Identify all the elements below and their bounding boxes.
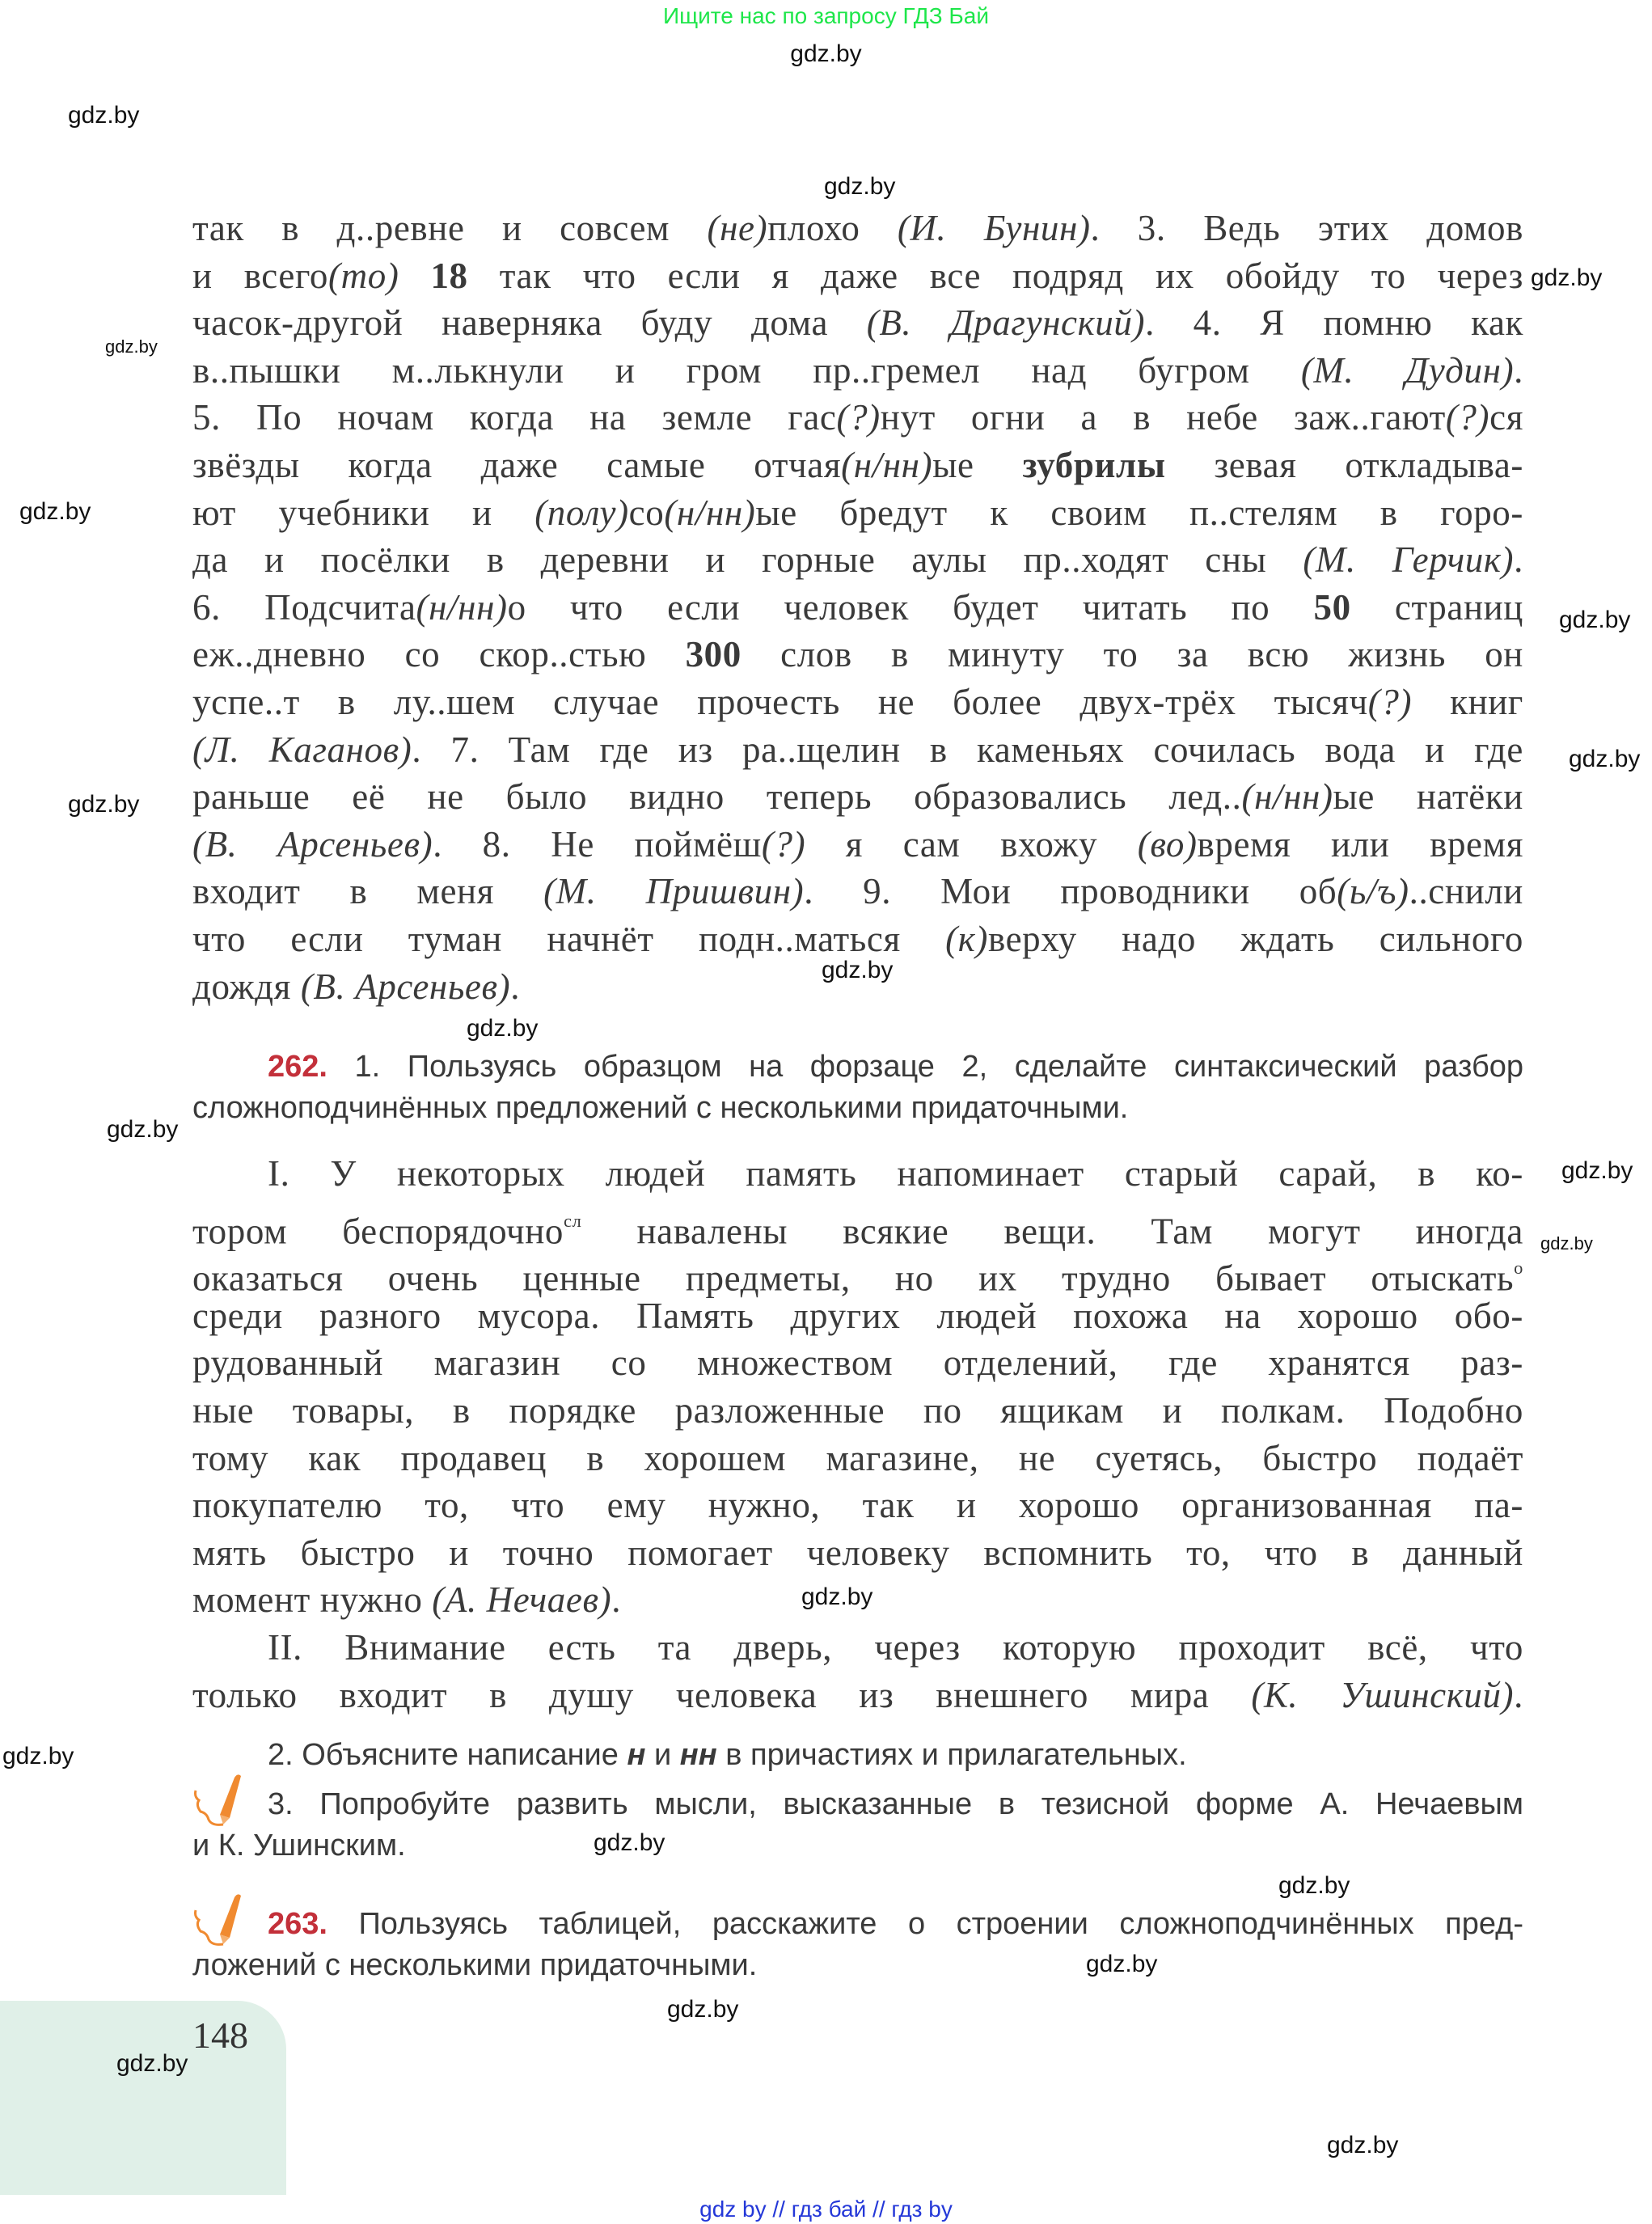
text-segment: (Л. Каганов) — [192, 729, 412, 770]
text-segment: (В. Драгунский) — [866, 302, 1146, 344]
text-line — [192, 1945, 1523, 1986]
watermark: gdz.by — [107, 1116, 179, 1143]
text-segment: ные товары, в порядке разложенные по ящикам и полкам. Подобно — [192, 1390, 1523, 1431]
text-segment: I. У некоторых людей память напоминает старый сарай, в ко- — [268, 1153, 1523, 1194]
text-segment: момент нужно — [192, 1579, 433, 1621]
text-segment: плохо — [767, 208, 898, 248]
text-segment: и всего — [192, 255, 329, 296]
watermark: gdz.by — [1559, 607, 1631, 633]
text-segment: 6. Подсчита — [192, 586, 416, 628]
watermark: gdz.by — [105, 336, 158, 357]
text-line — [192, 1482, 1523, 1529]
text-segment: еж..дневно со скор..стью — [192, 634, 686, 675]
text-segment: (М. Пришвин) — [543, 871, 805, 912]
text-segment: (В. Арсеньев) — [192, 823, 433, 865]
text-segment: сложноподчинённых предложений с несколькими придаточными. — [192, 1091, 1129, 1125]
text-line — [192, 1387, 1523, 1435]
text-segment: часок-другой наверняка буду дома — [192, 302, 867, 344]
text-line — [192, 1339, 1523, 1387]
text-segment: (н/нн) — [841, 445, 933, 485]
text-segment: . — [611, 1579, 622, 1621]
text-segment: раньше её не было видно теперь образовались лед.. — [192, 776, 1242, 818]
text-segment: 1. Пользуясь образцом на форзаце 2, сделайте синтаксический разбор — [327, 1050, 1523, 1084]
text-segment: н — [627, 1738, 646, 1772]
text-segment: (К. Ушинский) — [1251, 1674, 1515, 1715]
text-segment: мять быстро и точно помогает человеку вспомнить то, что в данный — [192, 1532, 1523, 1573]
watermark: gdz.by — [824, 173, 896, 200]
text-segment: (н/нн) — [1241, 776, 1333, 818]
watermark: gdz.by — [667, 1996, 739, 2023]
text-segment: я сам вхожу — [805, 823, 1138, 865]
text-segment: и — [645, 1738, 680, 1772]
text-segment: так в д..ревне и совсем — [192, 208, 708, 248]
text-segment: (не) — [707, 208, 768, 248]
site-watermark: gdz.by — [790, 40, 862, 67]
watermark: gdz.by — [19, 498, 91, 525]
text-segment: ые — [932, 445, 1023, 485]
watermark: gdz.by — [68, 102, 140, 129]
text-segment: рудованный магазин со множеством отделений, где хранятся раз- — [192, 1342, 1523, 1384]
text-line — [192, 584, 1523, 632]
text-segment: в..пышки м..лькнули и гром пр..гремел над бугром — [192, 349, 1301, 391]
text-segment: . 8. Не поймёш — [433, 823, 762, 865]
text-line — [192, 1825, 1523, 1867]
text-segment: слов в минуту то за всю жизнь он — [741, 634, 1523, 675]
page-number: 148 — [192, 2015, 248, 2056]
text-segment: о что если человек будет читать по — [507, 586, 1314, 628]
text-segment: . — [1514, 1674, 1524, 1715]
text-segment: тому как продавец в хорошем магазине, не суетясь, быстро подаёт — [192, 1437, 1523, 1478]
text-segment: дождя — [192, 966, 301, 1007]
text-segment: что если туман начнёт подн..маться — [192, 919, 946, 959]
text-segment: (И. Бунин) — [897, 208, 1091, 248]
text-segment: о — [1514, 1258, 1523, 1279]
text-segment: страниц — [1350, 586, 1523, 628]
text-segment: успе..т в лу..шем случае прочесть не более двух-трёх тысяч — [192, 682, 1368, 722]
text-line — [192, 1046, 1523, 1088]
promo-banner: Ищите нас по запросу ГДЗ Бай — [662, 3, 990, 28]
text-segment: время или время — [1197, 823, 1523, 865]
text-segment: 18 — [430, 255, 468, 296]
text-line — [192, 1672, 1523, 1719]
text-segment: со — [628, 492, 665, 533]
watermark: gdz.by — [594, 1829, 665, 1856]
text-segment: покупателю то, что ему нужно, так и хорошо организованная па- — [192, 1485, 1523, 1526]
text-segment — [399, 256, 430, 296]
text-line — [192, 205, 1523, 252]
text-segment: среди разного мусора. Память других людей похожа на хорошо обо- — [192, 1295, 1523, 1336]
watermark: gdz.by — [1569, 746, 1641, 772]
text-segment: навалены всякие вещи. Там могут иногда — [581, 1210, 1523, 1251]
text-line — [192, 1529, 1523, 1577]
text-segment: . — [1514, 539, 1523, 581]
text-line — [192, 1088, 1523, 1129]
text-segment: Пользуясь таблицей, расскажите о строении сложноподчинённых пред- — [327, 1907, 1523, 1941]
text-segment: ые бредут к своим п..стелям в горо- — [755, 492, 1523, 533]
text-segment: 50 — [1313, 586, 1351, 628]
text-line — [192, 347, 1523, 395]
text-line — [192, 915, 1523, 963]
text-line — [192, 489, 1523, 537]
text-line — [192, 679, 1523, 726]
pencil-icon — [188, 1892, 249, 1949]
text-segment: в причастиях и прилагательных. — [716, 1738, 1187, 1772]
text-line — [192, 1150, 1523, 1198]
text-segment: тором беспорядочно — [192, 1210, 564, 1251]
text-line — [192, 299, 1523, 347]
text-segment: 5. По ночам когда на земле гас — [192, 397, 837, 438]
text-segment: 3. Попробуйте развить мысли, высказанные в тезисной форме А. Нечаевым — [268, 1787, 1523, 1821]
text-line — [192, 394, 1523, 442]
text-segment: да и посёлки в деревни и горные аулы пр..ходят сны — [192, 539, 1303, 581]
text-segment: (?) — [761, 823, 806, 865]
text-segment: (?) — [836, 397, 881, 438]
watermark: gdz.by — [1278, 1872, 1350, 1899]
text-segment: (А. Нечаев) — [432, 1579, 612, 1621]
text-segment: 300 — [685, 634, 741, 675]
text-line — [192, 252, 1523, 300]
watermark: gdz.by — [801, 1583, 873, 1610]
text-segment: и К. Ушинским. — [192, 1829, 406, 1862]
text-segment: сл — [564, 1210, 582, 1231]
text-line — [192, 1292, 1523, 1340]
text-segment: книг — [1412, 682, 1523, 722]
watermark: gdz.by — [1540, 1233, 1593, 1254]
text-line — [192, 536, 1523, 584]
text-segment: верху надо ждать сильного — [988, 919, 1523, 959]
text-segment: (ь/ъ) — [1337, 871, 1409, 912]
watermark: gdz.by — [116, 2050, 188, 2077]
text-segment: нн — [679, 1738, 717, 1772]
text-segment: . — [1514, 349, 1524, 391]
text-segment: зубрилы — [1022, 445, 1166, 485]
text-segment: (?) — [1445, 397, 1490, 438]
exercise-number: 263. — [268, 1907, 327, 1941]
watermark: gdz.by — [1327, 2132, 1399, 2158]
text-line — [192, 1735, 1523, 1776]
text-segment: II. Внимание есть та дверь, через которую проходит всё, что — [268, 1627, 1523, 1668]
text-line — [192, 821, 1523, 869]
text-segment: (то) — [328, 255, 399, 296]
text-segment: нут огни а в небе заж..гают — [880, 397, 1446, 438]
text-segment: ые натёки — [1333, 776, 1523, 818]
text-line — [192, 631, 1523, 679]
watermark: gdz.by — [1086, 1951, 1158, 1977]
text-segment: (М. Дудин) — [1300, 349, 1515, 391]
text-segment: звёзды когда даже самые отчая — [192, 445, 842, 485]
watermark: gdz.by — [1531, 264, 1603, 291]
text-line — [192, 442, 1523, 489]
text-segment: ложений с несколькими придаточными. — [192, 1948, 758, 1982]
text-segment: (к) — [945, 919, 988, 959]
text-segment: . — [510, 966, 521, 1007]
text-segment: ют учебники и — [192, 492, 535, 533]
text-line — [192, 1784, 1523, 1825]
text-segment: (?) — [1367, 682, 1413, 722]
text-segment: только входит в душу человека из внешнего мира — [192, 1674, 1252, 1715]
text-segment: (В. Арсеньев) — [300, 966, 511, 1007]
text-line — [192, 726, 1523, 774]
text-segment: входит в меня — [192, 871, 544, 912]
text-segment: . 3. Ведь этих домов — [1090, 208, 1523, 248]
watermark: gdz.by — [1561, 1157, 1633, 1184]
text-segment: 2. Объясните написание — [268, 1738, 627, 1772]
text-segment: . 7. Там где из ра..щелин в каменьях сочилась вода и где — [412, 729, 1523, 770]
text-segment: . 9. Мои проводники об — [804, 871, 1337, 912]
text-line — [192, 1624, 1523, 1672]
pencil-icon — [188, 1773, 249, 1829]
watermark: gdz.by — [822, 957, 894, 983]
text-line — [192, 1435, 1523, 1482]
text-segment: . 4. Я помню как — [1145, 302, 1523, 344]
text-segment: (полу) — [534, 492, 629, 533]
text-line — [192, 773, 1523, 821]
text-line — [192, 868, 1523, 915]
watermark: gdz.by — [68, 791, 140, 818]
watermark: gdz.by — [467, 1015, 539, 1042]
text-segment: (н/нн) — [664, 492, 756, 533]
watermark: gdz.by — [2, 1743, 74, 1769]
text-segment: оказаться очень ценные предметы, но их трудно бывает отыскать — [192, 1258, 1515, 1299]
footer-links: gdz by // гдз бай // гдз by — [699, 2197, 953, 2222]
text-segment: зевая откладыва- — [1165, 445, 1523, 485]
text-segment: (н/нн) — [416, 586, 508, 628]
text-line — [192, 1904, 1523, 1945]
text-segment: ..снили — [1409, 871, 1523, 912]
text-segment: (М. Герчик) — [1303, 539, 1515, 581]
text-segment: ся — [1489, 397, 1523, 438]
text-segment: так что если я даже все подряд их обойду то через — [467, 255, 1523, 296]
exercise-number: 262. — [268, 1050, 327, 1084]
text-segment: (во) — [1137, 823, 1198, 865]
